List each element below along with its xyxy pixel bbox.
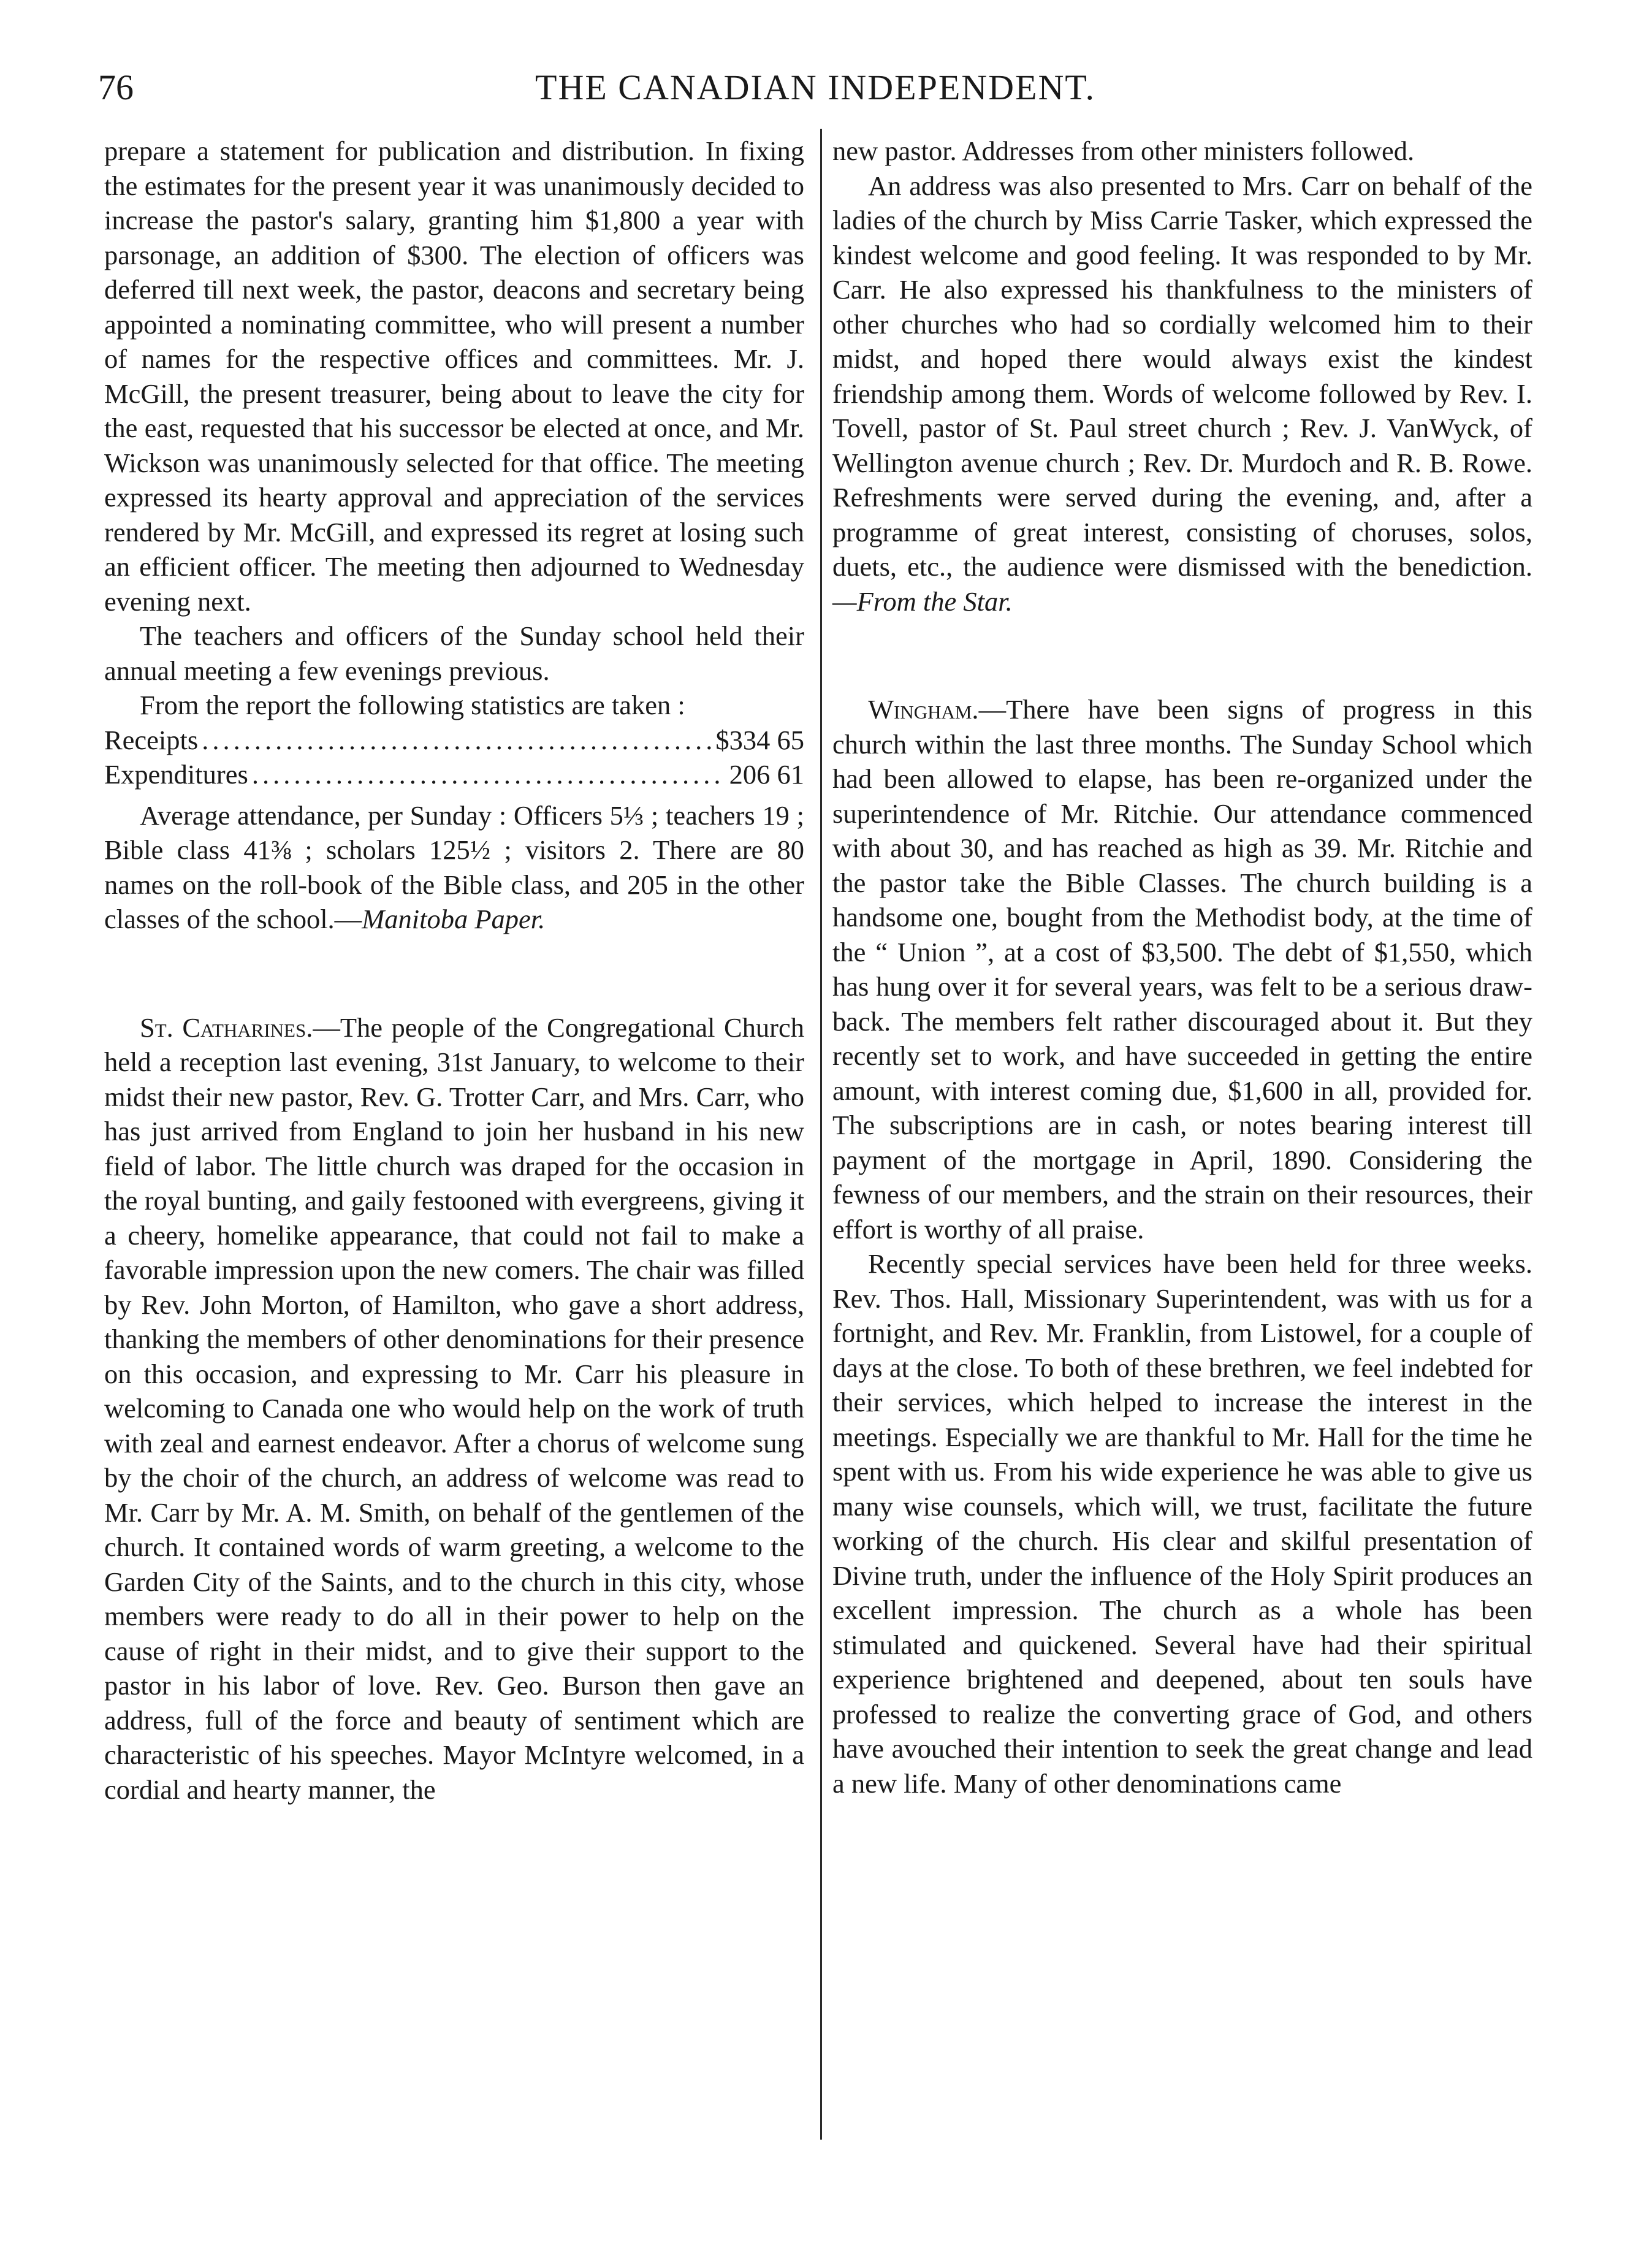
- st-catharines-text: —The people of the Congregational Church held a reception last evening, 31st January, to welcome to their midst their new pastor, Rev. G. Trotter Carr, and Mrs. Carr, who has just arrived from England to join her husband in his new field of labor. The little church was draped for the occasion in the royal bunting, and gaily festooned with evergreens, giving it a cheery, homelike appearance, that could not fail to make a favorable impression upon the new comers. The chair was filled by Rev. John Morton, of Hamilton, who gave a short address, thanking the members of other denominations for their presence on this occasion, and expressing to Mr. Carr his pleasure in welcoming to Canada one who would help on the work of truth with zeal and earnest endeavor. After a chorus of welcome sung by the choir of the church, an address of welcome was read to Mr. Carr by Mr. A. M. Smith, on behalf of the gentlemen of the church. It contained words of warm greeting, a welcome to the Garden City of the Saints, and to the church in this city, whose members were ready to do all in their power to help on the cause of right in their midst, and to give their support to the pastor in his labor of love. Rev. Geo. Burson then gave an address, full of the force and beauty of sentiment which are characteristic of his speeches. Mayor McIntyre welcomed, in a cordial and hearty manner, the: [104, 1012, 804, 1805]
- stat-row-expenditures: [104, 757, 804, 792]
- stat-row-receipts: [104, 723, 804, 758]
- wingham-text: —There have been signs of progress in this church within the last three months. The Sunday School which had been allowed to elapse, has been re-organized under the superintendence of Mr. Ritchie. Our attendance commenced with about 30, and has reached as high as 39. Mr. Ritchie and the pastor take the Bible Classes. The church building is a handsome one, bought from the Methodist body, at the time of the “ Union ”, at a cost of $3,500. The debt of $1,550, which has hung over it for several years, was felt to be a serious draw-back. The members felt rather discouraged about it. But they recently set to work, and have succeeded in getting the entire amount, with interest coming due, $1,600 in all, provided for. The subscriptions are in cash, or notes bearing interest till payment of the mortgage in April, 1890. Considering the fewness of our members, and the strain on their resources, their effort is worthy of all praise.: [832, 694, 1532, 1245]
- st-catharines-paragraph: [104, 1010, 804, 1807]
- section-heading: Wingham.: [868, 694, 979, 725]
- ladies-address-text: An address was also presented to Mrs. Carr on behalf of the ladies of the church by Miss Carrie Tasker, which expressed the kindest welcome and good feeling. It was responded to by Mr. Carr. He also expressed his thankfulness to the ministers of other churches who had so cordially welcomed him to their midst, and hoped there would always exist the kindest friendship among them. Words of welcome followed by Rev. I. Tovell, pastor of St. Paul street church ; Rev. J. VanWyck, of Wellington avenue church ; Rev. Dr. Murdoch and R. B. Rowe. Refreshments were served during the evening, and, after a programme of great interest, consisting of choruses, solos, duets, etc., the audience were dismissed with the benediction.: [832, 170, 1532, 582]
- continuation-paragraph: new pastor. Addresses from other ministers followed.: [832, 135, 1415, 166]
- dot-leader: [202, 723, 712, 758]
- source-credit: Manitoba Paper.: [362, 904, 546, 934]
- column-divider: [820, 129, 822, 2140]
- stat-value: 206 61: [729, 759, 804, 790]
- attendance-text: Average attendance, per Sunday : Officers 5⅓ ; teachers 19 ; Bible class 41⅜ ; scholars 125½ ; visitors 2. There are 80 names on the roll-book of the Bible class, and 205 in the other classes of the school.—: [104, 799, 804, 934]
- running-header: [98, 66, 1532, 121]
- stat-label: Expenditures: [104, 759, 248, 790]
- page-number: 76: [98, 67, 134, 107]
- dot-leader: [252, 757, 726, 792]
- ladies-address-paragraph: [832, 169, 1532, 619]
- stat-value: $334 65: [715, 724, 804, 755]
- meeting-report-paragraph: prepare a statement for publication and distribution. In fixing the estimates for the present year it was unanimously decided to increase the pastor's salary, granting him $1,800 a year with parsonage, an addition of $300. The election of officers was deferred till next week, the pastor, deacons and secretary being appointed a nominating committee, who will present a number of names for the respective offices and committees. Mr. J. McGill, the present treasurer, being about to leave the city for the east, requested that his successor be elected at once, and Mr. Wickson was unanimously selected for that office. The meeting expressed its hearty approval and appreciation of the services rendered by Mr. McGill, and expressed its regret at losing such an efficient officer. The meeting then adjourned to Wednesday evening next.: [104, 135, 804, 617]
- statistics-intro: From the report the following statistics are taken :: [140, 690, 685, 720]
- source-credit: —From the Star.: [832, 585, 1013, 617]
- section-heading: St. Catharines.: [140, 1012, 313, 1043]
- attendance-paragraph: [104, 798, 804, 937]
- right-column: [832, 134, 1532, 1801]
- journal-title: THE CANADIAN INDEPENDENT.: [535, 67, 1095, 107]
- left-column: [104, 134, 804, 1807]
- special-services-paragraph: Recently special services have been held for three weeks. Rev. Thos. Hall, Missionary Superintendent, was with us for a fortnight, and Rev. Mr. Franklin, from Listowel, for a couple of days at the close. To both of these brethren, we feel indebted for their services, which helped to increase the interest in the meetings. Especially we are thankful to Mr. Hall for the time he spent with us. From his wide experience he was able to give us many wise counsels, which will, we trust, facilitate the future working of the church. His clear and skilful presentation of Divine truth, under the influence of the Holy Spirit produces an excellent impression. The church as a whole has been stimulated and quickened. Several have had their spiritual experience brightened and deepened, about ten souls have professed to realize the converting grace of God, and others have avouched their intention to seek the great change and lead a new life. Many of other denominations came: [832, 1248, 1532, 1799]
- sunday-school-paragraph: The teachers and officers of the Sunday school held their annual meeting a few evenings previous.: [104, 620, 804, 686]
- stat-label: Receipts: [104, 724, 199, 755]
- wingham-paragraph: [832, 692, 1532, 1246]
